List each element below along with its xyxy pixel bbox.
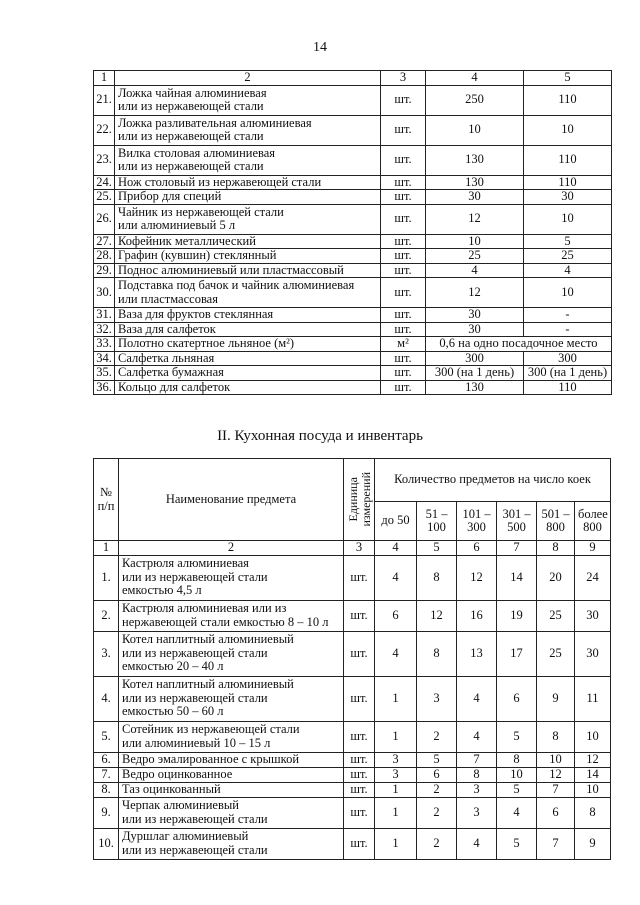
header-cell: 4 <box>426 71 524 86</box>
header-beds-range: 501 – 800 <box>537 502 575 541</box>
quantity-2: - <box>524 322 612 337</box>
unit: шт. <box>381 366 426 381</box>
item-name <box>115 308 381 323</box>
quantity: 10 <box>575 721 611 752</box>
row-number: 21. <box>94 85 115 115</box>
row-number: 35. <box>94 366 115 381</box>
line-text: Котел наплитный алюминиевый <box>122 677 294 692</box>
quantity-1: 300 (на 1 день) <box>426 366 524 381</box>
table-row <box>94 380 612 395</box>
row-number: 34. <box>94 351 115 366</box>
line-text: Ведро оцинкованное <box>122 766 233 781</box>
quantity-1: 4 <box>426 263 524 278</box>
column-number: 6 <box>457 541 497 556</box>
quantity: 25 <box>537 600 575 631</box>
quantity: 2 <box>417 797 457 828</box>
line-text: Графин (кувшин) стеклянный <box>118 248 277 262</box>
quantity-2: - <box>524 308 612 323</box>
quantity: 2 <box>417 828 457 859</box>
line-text: емкостью 20 – 40 л <box>122 659 224 674</box>
quantity-2: 10 <box>524 115 612 145</box>
unit: шт. <box>344 782 375 797</box>
quantity: 8 <box>537 721 575 752</box>
item-name <box>119 752 344 767</box>
header-beds-range: 301 – 500 <box>497 502 537 541</box>
quantity-1: 10 <box>426 115 524 145</box>
header-beds-range: более 800 <box>575 502 611 541</box>
quantity: 3 <box>457 782 497 797</box>
line-text: емкостью 50 – 60 л <box>122 704 224 719</box>
table-row <box>94 721 611 752</box>
header-cell: 5 <box>524 71 612 86</box>
item-name <box>115 234 381 249</box>
section-title: II. Кухонная посуда и инвентарь <box>217 428 423 444</box>
unit: шт. <box>381 175 426 190</box>
column-number: 9 <box>575 541 611 556</box>
item-name <box>119 767 344 782</box>
table-row <box>94 145 612 175</box>
quantity-1: 130 <box>426 145 524 175</box>
quantity: 8 <box>457 767 497 782</box>
unit: шт. <box>381 145 426 175</box>
row-number: 33. <box>94 337 115 352</box>
quantity-2: 10 <box>524 278 612 308</box>
row-number: 28. <box>94 249 115 264</box>
unit: м² <box>381 337 426 352</box>
item-name <box>119 782 344 797</box>
quantity: 4 <box>375 555 417 600</box>
quantity: 4 <box>457 676 497 721</box>
header-name: Наименование предмета <box>119 459 344 541</box>
quantity: 1 <box>375 828 417 859</box>
item-name <box>115 85 381 115</box>
quantity: 3 <box>417 676 457 721</box>
column-number: 5 <box>417 541 457 556</box>
table-row <box>94 249 612 264</box>
page-number: 14 <box>313 40 327 55</box>
quantity: 20 <box>537 555 575 600</box>
quantity: 12 <box>575 752 611 767</box>
quantity: 8 <box>417 631 457 676</box>
table-row <box>94 85 612 115</box>
line-text: или из нержавеющей стали <box>118 99 264 113</box>
quantity-2: 300 (на 1 день) <box>524 366 612 381</box>
header-beds-range: до 50 <box>375 502 417 541</box>
table-row <box>94 782 611 797</box>
header-group: Количество предметов на число коек <box>375 459 611 502</box>
unit: шт. <box>381 204 426 234</box>
row-number: 24. <box>94 175 115 190</box>
quantity: 8 <box>497 752 537 767</box>
table-row <box>94 263 612 278</box>
quantity-2: 110 <box>524 175 612 190</box>
quantity-2: 10 <box>524 204 612 234</box>
table-row <box>94 175 612 190</box>
item-name <box>119 676 344 721</box>
quantity: 10 <box>537 752 575 767</box>
line-text: или из нержавеющей стали <box>122 645 268 660</box>
unit: шт. <box>381 278 426 308</box>
quantity: 10 <box>575 782 611 797</box>
unit: шт. <box>381 249 426 264</box>
quantity: 7 <box>537 782 575 797</box>
line-text: Кофейник металлический <box>118 233 256 248</box>
quantity-1: 300 <box>426 351 524 366</box>
quantity: 12 <box>457 555 497 600</box>
table-row <box>94 600 611 631</box>
header-cell: 3 <box>381 71 426 86</box>
item-name <box>115 145 381 175</box>
row-number: 22. <box>94 115 115 145</box>
row-number: 36. <box>94 380 115 395</box>
quantity: 3 <box>375 752 417 767</box>
line-text: или алюминиевый 10 – 15 л <box>122 735 271 750</box>
table-row <box>94 676 611 721</box>
row-number: 5. <box>94 721 119 752</box>
header-unit <box>344 459 375 541</box>
quantity: 14 <box>497 555 537 600</box>
row-number: 32. <box>94 322 115 337</box>
quantity-1: 130 <box>426 380 524 395</box>
quantity: 4 <box>375 631 417 676</box>
row-number: 3. <box>94 631 119 676</box>
table-row <box>94 234 612 249</box>
quantity-1: 130 <box>426 175 524 190</box>
quantity-1: 12 <box>426 204 524 234</box>
quantity: 2 <box>417 782 457 797</box>
table-row <box>94 115 612 145</box>
table-row <box>94 631 611 676</box>
row-number: 2. <box>94 600 119 631</box>
quantity: 16 <box>457 600 497 631</box>
line-text: или из нержавеющей стали <box>122 842 268 857</box>
item-name <box>119 631 344 676</box>
unit: шт. <box>344 828 375 859</box>
item-name <box>115 278 381 308</box>
quantity-1: 10 <box>426 234 524 249</box>
quantity: 5 <box>417 752 457 767</box>
unit: шт. <box>381 190 426 205</box>
line-text: Сотейник из нержавеющей стали <box>122 722 300 736</box>
quantity: 4 <box>457 721 497 752</box>
quantity: 17 <box>497 631 537 676</box>
quantity: 3 <box>457 797 497 828</box>
row-number: 1. <box>94 555 119 600</box>
line-text: Ваза для салфеток <box>118 321 216 336</box>
table-row <box>94 337 612 352</box>
unit: шт. <box>344 752 375 767</box>
quantity: 1 <box>375 721 417 752</box>
row-number: 8. <box>94 782 119 797</box>
item-name: Салфетка бумажная <box>115 366 381 381</box>
column-number: 1 <box>94 541 119 556</box>
row-number: 7. <box>94 767 119 782</box>
quantity: 5 <box>497 782 537 797</box>
item-name <box>115 322 381 337</box>
column-number: 7 <box>497 541 537 556</box>
quantity: 9 <box>537 676 575 721</box>
line-text: нержавеющей стали емкостью 8 – 10 л <box>122 614 329 629</box>
table-row <box>94 190 612 205</box>
line-text: Ложка разливательная алюминиевая <box>118 115 312 130</box>
quantity: 5 <box>497 721 537 752</box>
column-number: 3 <box>344 541 375 556</box>
unit: шт. <box>344 631 375 676</box>
line-text: или пластмассовая <box>118 291 218 306</box>
item-name <box>119 797 344 828</box>
column-number-row <box>94 541 611 556</box>
quantity: 30 <box>575 600 611 631</box>
row-number: 6. <box>94 752 119 767</box>
item-name: Салфетка льняная <box>115 351 381 366</box>
quantity: 12 <box>417 600 457 631</box>
unit: шт. <box>381 351 426 366</box>
quantity: 6 <box>497 676 537 721</box>
quantity: 6 <box>417 767 457 782</box>
line-text: Котел наплитный алюминиевый <box>122 632 294 647</box>
column-number: 2 <box>119 541 344 556</box>
line-text: Ведро эмалированное с крышкой <box>122 751 300 766</box>
table-row <box>94 366 612 381</box>
line-text: Черпак алюминиевый <box>122 798 239 812</box>
line-text: или алюминиевый 5 л <box>118 218 236 232</box>
quantity-2: 30 <box>524 190 612 205</box>
row-number: 31. <box>94 308 115 323</box>
quantity: 7 <box>457 752 497 767</box>
header-beds-range: 101 – 300 <box>457 502 497 541</box>
line-text: Дуршлаг алюминиевый <box>122 829 249 843</box>
unit: шт. <box>381 234 426 249</box>
quantity-1: 12 <box>426 278 524 308</box>
line-text: Единица <box>346 477 360 522</box>
quantity: 25 <box>537 631 575 676</box>
line-text: измерений <box>359 472 373 527</box>
line-text: Поднос алюминиевый или пластмассовый <box>118 262 344 277</box>
unit: шт. <box>344 721 375 752</box>
line-text: Кастрюля алюминиевая <box>122 556 249 571</box>
header-number: № п/п <box>94 459 119 541</box>
item-name <box>119 828 344 859</box>
row-number: 27. <box>94 234 115 249</box>
line-text: или из нержавеющей стали <box>118 159 264 173</box>
row-number: 10. <box>94 828 119 859</box>
row-number: 23. <box>94 145 115 175</box>
unit: шт. <box>381 263 426 278</box>
line-text: или из нержавеющей стали <box>122 811 268 826</box>
quantity: 8 <box>575 797 611 828</box>
item-name <box>115 175 381 190</box>
quantity-2: 110 <box>524 145 612 175</box>
table-header-row <box>94 71 612 86</box>
line-text: Подставка под бачок и чайник алюминиевая <box>118 278 355 292</box>
quantity: 7 <box>537 828 575 859</box>
quantity: 2 <box>417 721 457 752</box>
header-cell: 1 <box>94 71 115 86</box>
kitchenware-table <box>93 458 611 860</box>
table-row <box>94 322 612 337</box>
line-text: Вилка столовая алюминиевая <box>118 145 276 160</box>
quantity: 13 <box>457 631 497 676</box>
table-row <box>94 204 612 234</box>
header-cell: 2 <box>115 71 381 86</box>
quantity: 9 <box>575 828 611 859</box>
table-row <box>94 351 612 366</box>
line-text: или из нержавеющей стали <box>122 690 268 705</box>
quantity-1: 30 <box>426 308 524 323</box>
line-text: Прибор для специй <box>118 189 222 203</box>
unit: шт. <box>381 85 426 115</box>
item-name <box>119 600 344 631</box>
quantity: 19 <box>497 600 537 631</box>
unit: шт. <box>344 555 375 600</box>
table-row <box>94 555 611 600</box>
item-name: Кольцо для салфеток <box>115 380 381 395</box>
quantity: 1 <box>375 676 417 721</box>
quantity-2: 110 <box>524 85 612 115</box>
table-row <box>94 752 611 767</box>
table-row <box>94 767 611 782</box>
item-name: Полотно скатертное льняное (м²) <box>115 337 381 352</box>
table-row <box>94 797 611 828</box>
table-row <box>94 828 611 859</box>
tableware-table <box>93 70 612 395</box>
quantity: 4 <box>457 828 497 859</box>
item-name <box>115 263 381 278</box>
table-header-row <box>94 459 611 502</box>
quantity-1: 30 <box>426 190 524 205</box>
column-number: 4 <box>375 541 417 556</box>
item-name <box>119 555 344 600</box>
quantity: 1 <box>375 782 417 797</box>
row-number: 4. <box>94 676 119 721</box>
line-text: Нож столовый из нержавеющей стали <box>118 174 322 189</box>
table-row <box>94 308 612 323</box>
quantity: 14 <box>575 767 611 782</box>
quantity: 6 <box>375 600 417 631</box>
item-name <box>115 115 381 145</box>
line-text: емкостью 4,5 л <box>122 583 202 598</box>
quantity: 12 <box>537 767 575 782</box>
quantity: 30 <box>575 631 611 676</box>
quantity-2: 110 <box>524 380 612 395</box>
quantity-2: 25 <box>524 249 612 264</box>
quantity: 10 <box>497 767 537 782</box>
quantity-2: 4 <box>524 263 612 278</box>
row-number: 26. <box>94 204 115 234</box>
unit: шт. <box>381 322 426 337</box>
quantity-1: 25 <box>426 249 524 264</box>
line-text: Ложка чайная алюминиевая <box>118 85 267 100</box>
header-unit-text <box>347 472 373 527</box>
quantity-1: 250 <box>426 85 524 115</box>
row-number: 29. <box>94 263 115 278</box>
item-name <box>115 249 381 264</box>
quantity: 8 <box>417 555 457 600</box>
unit: шт. <box>344 767 375 782</box>
quantity: 4 <box>497 797 537 828</box>
header-beds-range: 51 – 100 <box>417 502 457 541</box>
row-number: 30. <box>94 278 115 308</box>
line-text: или из нержавеющей стали <box>122 569 268 584</box>
quantity-1: 30 <box>426 322 524 337</box>
row-number: 9. <box>94 797 119 828</box>
unit: шт. <box>381 308 426 323</box>
line-text: Ваза для фруктов стеклянная <box>118 307 274 321</box>
unit: шт. <box>344 676 375 721</box>
item-name <box>115 204 381 234</box>
quantity: 6 <box>537 797 575 828</box>
unit: шт. <box>381 115 426 145</box>
table-row <box>94 278 612 308</box>
line-text: Кастрюля алюминиевая или из <box>122 601 287 615</box>
item-name <box>119 721 344 752</box>
line-text: или из нержавеющей стали <box>118 129 264 143</box>
line-text: Таз оцинкованный <box>122 781 221 796</box>
row-number: 25. <box>94 190 115 205</box>
quantity: 24 <box>575 555 611 600</box>
quantity-2: 5 <box>524 234 612 249</box>
unit: шт. <box>344 797 375 828</box>
quantity-2: 300 <box>524 351 612 366</box>
column-number: 8 <box>537 541 575 556</box>
unit: шт. <box>344 600 375 631</box>
quantity-merged: 0,6 на одно посадочное место <box>426 337 612 352</box>
quantity: 5 <box>497 828 537 859</box>
quantity: 1 <box>375 797 417 828</box>
unit: шт. <box>381 380 426 395</box>
line-text: Чайник из нержавеющей стали <box>118 204 284 219</box>
quantity: 11 <box>575 676 611 721</box>
item-name <box>115 190 381 205</box>
quantity: 3 <box>375 767 417 782</box>
